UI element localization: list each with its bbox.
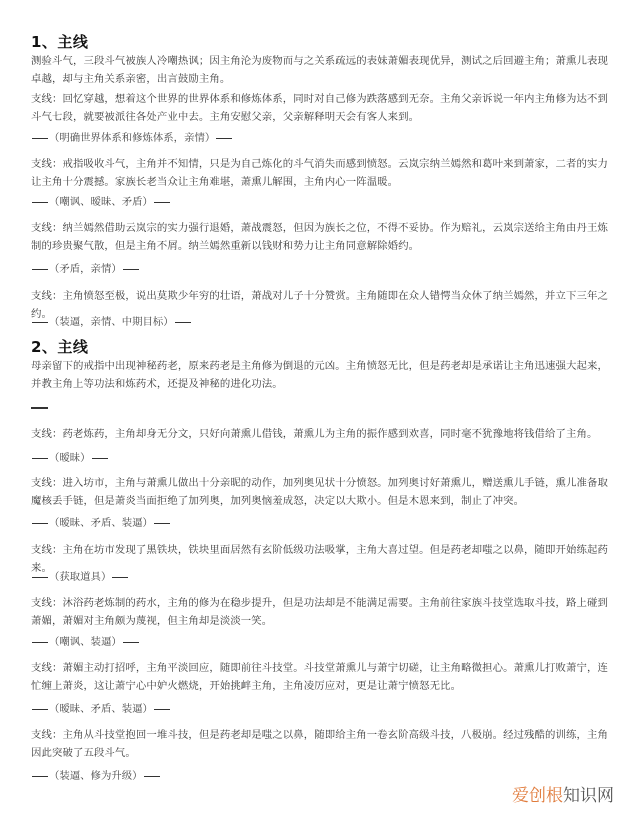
dash-divider — [175, 322, 191, 323]
subplot-tag — [31, 130, 233, 146]
section-1-intro: 测验斗气，三段斗气被族人冷嘲热讽；因主角沦为废物而与之关系疏远的表妹萧媚表现优异，测试之后回避主角；萧熏儿表现卓越，却与主角关系亲密，出言鼓励主角。 — [31, 55, 608, 85]
dash-divider — [92, 458, 108, 459]
tag-label: （装逼、修为升级） — [49, 770, 143, 782]
dash-divider — [32, 709, 48, 710]
dash-divider — [112, 577, 128, 578]
dash-divider — [123, 269, 139, 270]
tag-label: （嘲讽、暧昧、矛盾） — [49, 196, 153, 208]
subplot-paragraph: 支线：回忆穿越，想着这个世界的世界体系和修炼体系，同时对自己修为跌落感到无奈。主角父亲诉说一年内主角修为达不到斗气七段，就要被派往各处产业中去。主角安慰父亲，父亲解释明天会有客人来到。 — [31, 93, 608, 123]
section-heading-1: 1、主线 — [31, 33, 89, 51]
subplot-tag — [31, 569, 129, 585]
dash-divider — [154, 202, 170, 203]
subplot-paragraph: 支线：戒指吸收斗气，主角并不知情，只是为自己炼化的斗气消失而感到愤怒。云岚宗纳兰嫣然和葛叶来到萧家，二者的实力让主角十分震撼。家族长老当众让主角难堪，萧熏儿解围，主角内心一阵温暖。 — [31, 158, 608, 188]
subplot-paragraph: 支线：进入坊市，主角与萧熏儿做出十分亲昵的动作，加列奥见状十分愤怒。加列奥讨好萧熏儿，赠送熏儿手链，熏儿准备取魔核丢手链，但是萧炎当面拒绝了加列奥，加列奥恼羞成怒，决定以大欺小。但是木恩来到，制止了冲突。 — [31, 477, 608, 507]
tag-label: （嘲讽、装逼） — [49, 636, 122, 648]
site-watermark — [512, 781, 614, 806]
tag-label: （暧昧） — [49, 452, 91, 464]
dash-divider — [144, 776, 160, 777]
watermark-plain-text: 知识网 — [563, 786, 614, 806]
section-heading-2: 2、主线 — [31, 338, 89, 356]
dash-divider — [154, 709, 170, 710]
dash-divider — [32, 523, 48, 524]
tag-label: （矛盾，亲情） — [49, 263, 122, 275]
tag-label: （获取道具） — [49, 571, 112, 583]
section-2-intro: 母亲留下的戒指中出现神秘药老，原来药老是主角修为倒退的元凶。主角愤怒无比，但是药老却是承诺让主角迅速强大起来，并教主角上等功法和炼药术，还提及神秘的进化功法。 — [31, 360, 608, 390]
tag-label: （暧昧、矛盾、装逼） — [49, 517, 153, 529]
subplot-tag — [31, 261, 140, 277]
subplot-paragraph: 支线：纳兰嫣然借助云岚宗的实力强行退婚，萧战震怒，但因为族长之位，不得不妥协。作为赔礼，云岚宗送给主角由丹王炼制的珍贵聚气散，但是主角不屑。纳兰嫣然重新以钱财和势力让主角同意解除婚约。 — [31, 222, 608, 252]
subplot-tag — [31, 450, 109, 466]
subplot-paragraph: 支线：主角愤怒至极，说出莫欺少年穷的壮语，萧战对儿子十分赞赏。主角随即在众人错愕当众休了纳兰嫣然，并立下三年之约。 — [31, 290, 608, 320]
subplot-tag — [31, 701, 171, 717]
watermark-accent-text: 爱创根 — [512, 786, 563, 806]
subplot-paragraph: 支线：主角从斗技堂抱回一堆斗技，但是药老却是嗤之以鼻，随即给主角一卷玄阶高级斗技，八极崩。经过残酷的训练，主角因此突破了五段斗气。 — [31, 729, 608, 759]
tag-label: （装逼，亲情、中期目标） — [49, 316, 174, 328]
subplot-tag — [31, 314, 192, 330]
subplot-paragraph: 支线：药老炼药，主角却身无分文，只好向萧熏儿借钱，萧熏儿为主角的振作感到欢喜，同时毫不犹豫地将钱借给了主角。 — [31, 428, 598, 440]
dash-divider — [32, 458, 48, 459]
dash-divider — [32, 642, 48, 643]
dash-divider — [123, 642, 139, 643]
dash-divider — [32, 138, 48, 139]
dash-divider — [32, 322, 48, 323]
tag-label: （暧昧、矛盾、装逼） — [49, 703, 153, 715]
subplot-tag — [31, 515, 171, 531]
dash-divider — [32, 202, 48, 203]
subplot-paragraph: 支线：萧媚主动打招呼，主角平淡回应，随即前往斗技堂。斗技堂萧熏儿与萧宁切磋，让主角略微担心。萧熏儿打败萧宁，连忙缠上萧炎，这让萧宁心中妒火燃烧，开始挑衅主角，主角凌厉应对，更是让萧宁愤怒无比。 — [31, 662, 608, 692]
subplot-paragraph: 支线：沐浴药老炼制的药水，主角的修为在稳步提升，但是功法却是不能满足需要。主角前往家族斗技堂选取斗技，路上碰到萧媚，萧媚对主角颇为蔑视，但主角却是淡淡一笑。 — [31, 597, 608, 627]
dash-divider — [32, 776, 48, 777]
subplot-tag — [31, 634, 140, 650]
dash-divider — [154, 523, 170, 524]
dash-divider — [31, 407, 48, 409]
subplot-paragraph: 支线：主角在坊市发现了黑铁块，铁块里面居然有玄阶低级功法吸掌，主角大喜过望。但是药老却嗤之以鼻，随即开始练起药来。 — [31, 544, 608, 574]
dash-divider — [216, 138, 232, 139]
subplot-tag — [31, 194, 171, 210]
dash-divider — [32, 269, 48, 270]
dash-divider — [32, 577, 48, 578]
tag-label: （明确世界体系和修炼体系，亲情） — [49, 132, 216, 144]
subplot-tag — [31, 768, 161, 784]
